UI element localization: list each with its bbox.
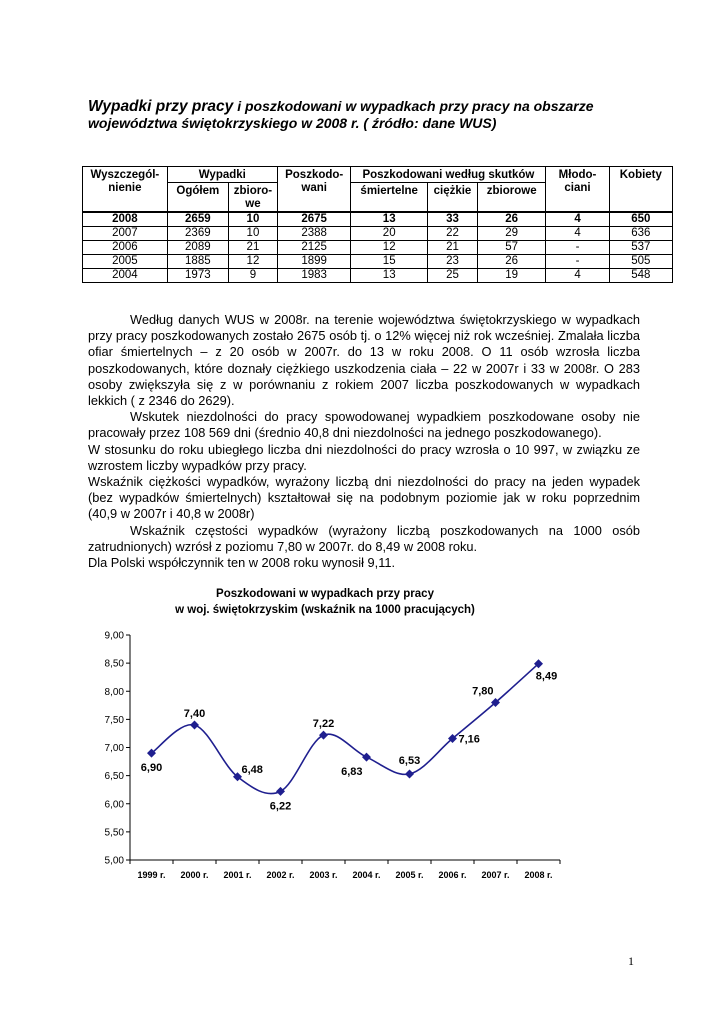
- x-tick-label: 2002 r.: [266, 870, 295, 880]
- table-cell-poszk: 2675: [277, 212, 350, 227]
- table-cell-kob: 636: [609, 227, 672, 241]
- table-cell-year: 2008: [83, 212, 168, 227]
- x-tick-label: 2004 r.: [352, 870, 381, 880]
- y-tick-label: 9,00: [104, 630, 124, 642]
- header-kobiety: Kobiety: [609, 167, 672, 213]
- header-skutki: Poszkodowani według skutków: [351, 167, 546, 183]
- table-cell-year: 2005: [83, 255, 168, 269]
- table-cell-zbior: 19: [477, 269, 545, 283]
- data-point: [405, 769, 414, 778]
- body-text: [88, 312, 640, 571]
- paragraph-3: W stosunku do roku ubiegłego liczba dni niezdolności do pracy wzrosła o 10 997, w związku ze wzrostem liczby wypadków przy pracy.: [88, 441, 640, 473]
- data-label: 7,16: [458, 733, 480, 746]
- table-row: [83, 255, 673, 269]
- table-cell-ciezkie: 33: [427, 212, 477, 227]
- y-tick-label: 7,00: [104, 743, 124, 754]
- table-cell-ogolem: 1973: [167, 269, 228, 283]
- paragraph-6: Dla Polski współczynnik ten w 2008 roku wynosił 9,11.: [88, 555, 396, 571]
- table-cell-zbiorowe: 21: [228, 241, 277, 255]
- table-cell-kob: 537: [609, 241, 672, 255]
- table-cell-zbiorowe: 10: [228, 227, 277, 241]
- table-row: [83, 241, 673, 255]
- header-mlodociani: Młodo-ciani: [546, 167, 609, 213]
- data-point: [190, 721, 199, 730]
- x-tick-label: 2006 r.: [438, 870, 467, 880]
- chart-title: Poszkodowani w wypadkach przy pracy: [216, 588, 434, 600]
- data-label: 6,53: [398, 754, 421, 767]
- y-tick-label: 5,50: [104, 827, 124, 839]
- data-label: 6,90: [140, 762, 163, 775]
- x-tick-label: 2003 r.: [309, 870, 338, 880]
- table-cell-zbior: 57: [477, 241, 545, 255]
- table-cell-ciezkie: 25: [427, 269, 477, 283]
- table-cell-zbiorowe: 10: [228, 212, 277, 227]
- table-cell-mlod: -: [546, 255, 609, 269]
- table-cell-mlod: 4: [546, 212, 609, 227]
- chart-subtitle: w woj. świętokrzyskim (wskaźnik na 1000 pracujących): [175, 604, 475, 616]
- table-row: [83, 227, 673, 241]
- table-cell-year: 2004: [83, 269, 168, 283]
- x-tick-label: 2001 r.: [223, 870, 252, 880]
- y-tick-label: 5,00: [104, 855, 124, 867]
- title-rest: i poszkodowani w wypadkach przy pracy na obszarze: [233, 98, 594, 114]
- data-label: 6,22: [269, 800, 292, 813]
- paragraph-2: Wskutek niezdolności do pracy spowodowanej wypadkiem poszkodowane osoby nie pracowały przez 108 569 dni (średnio 40,8 dni niezdolności na jednego poszkodowanego).: [88, 409, 640, 441]
- header-poszkodowani: Poszkodo-wani: [277, 167, 350, 213]
- table-header-row: [83, 167, 673, 183]
- header-wyszczegolnienie: Wyszczegól-nienie: [83, 167, 168, 213]
- page-number: 1: [628, 954, 634, 968]
- table-cell-zbior: 29: [477, 227, 545, 241]
- data-label: 7,80: [472, 685, 494, 698]
- header-ogolem: Ogółem: [167, 183, 228, 213]
- y-tick-label: 6,00: [104, 799, 124, 811]
- table-cell-poszk: 1899: [277, 255, 350, 269]
- header-zbiorowe-skutki: zbiorowe: [477, 183, 545, 213]
- table-row: [83, 212, 673, 227]
- table-row: [83, 269, 673, 283]
- data-label: 6,83: [341, 766, 363, 779]
- header-ciezkie: ciężkie: [427, 183, 477, 213]
- table-cell-ogolem: 2089: [167, 241, 228, 255]
- accidents-table: [82, 166, 673, 283]
- table-cell-ogolem: 2369: [167, 227, 228, 241]
- table-cell-zbiorowe: 12: [228, 255, 277, 269]
- table-cell-poszk: 1983: [277, 269, 350, 283]
- paragraph-4: Wskaźnik ciężkości wypadków, wyrażony liczbą dni niezdolności do pracy na jeden wypadek (bez wypadków śmiertelnych) kształtował się na podobnym poziomie jak w roku poprzednim (40,9 w 2007r i 40,8 w 2008r): [88, 474, 640, 522]
- header-wypadki: Wypadki: [167, 167, 277, 183]
- table-cell-smiert: 12: [351, 241, 428, 255]
- data-label: 8,49: [535, 670, 558, 683]
- table-cell-kob: 650: [609, 212, 672, 227]
- table-cell-mlod: 4: [546, 227, 609, 241]
- data-label: 7,40: [183, 708, 206, 720]
- table-body: [83, 212, 673, 283]
- paragraph-1: Według danych WUS w 2008r. na terenie województwa świętokrzyskiego w wypadkach przy pracy poszkodowanych zostało 2675 osób tj. o 12% więcej niż rok wcześniej. Zmalała liczba ofiar śmiertelnych – z 20 osób w 2007r. do 13 w roku 2008. O 11 osób wzrosła liczba poszkodowanych, które doznały ciężkiego uszkodzenia ciała – 22 w 2007r i 33 w 2008r. O 283 osoby zwiększyła się z w porównaniu z rokiem 2007 liczba poszkodowanych w wypadkach lekkich ( z 2346 do 2629).: [88, 312, 640, 409]
- header-smiertelne: śmiertelne: [351, 183, 428, 213]
- x-tick-label: 2000 r.: [180, 870, 209, 880]
- y-tick-label: 6,50: [104, 771, 124, 783]
- y-tick-label: 7,50: [104, 714, 124, 726]
- table-cell-smiert: 15: [351, 255, 428, 269]
- x-tick-label: 1999 r.: [137, 870, 166, 880]
- table-cell-kob: 505: [609, 255, 672, 269]
- title-main: Wypadki przy pracy: [88, 98, 234, 115]
- table-cell-year: 2006: [83, 241, 168, 255]
- table-cell-poszk: 2125: [277, 241, 350, 255]
- title-line2: województwa świętokrzyskiego w 2008 r. ( źródło: dane WUS): [88, 115, 497, 131]
- table-cell-zbior: 26: [477, 255, 545, 269]
- table-cell-smiert: 13: [351, 212, 428, 227]
- table-cell-poszk: 2388: [277, 227, 350, 241]
- data-point: [362, 753, 371, 762]
- table-cell-zbior: 26: [477, 212, 545, 227]
- x-tick-label: 2005 r.: [395, 870, 424, 880]
- table-cell-mlod: -: [546, 241, 609, 255]
- x-tick-label: 2008 r.: [524, 870, 553, 880]
- header-zbiorowe: zbioro-we: [228, 183, 277, 213]
- table-cell-zbiorowe: 9: [228, 269, 277, 283]
- table-cell-mlod: 4: [546, 269, 609, 283]
- data-point: [319, 731, 328, 740]
- table-cell-ogolem: 2659: [167, 212, 228, 227]
- table-cell-ciezkie: 21: [427, 241, 477, 255]
- paragraph-5: Wskaźnik częstości wypadków (wyrażony liczbą poszkodowanych na 1000 osób zatrudnionych) wzrósł z poziomu 7,80 w 2007r. do 8,49 w 2008 roku.: [88, 522, 640, 554]
- table-cell-ogolem: 1885: [167, 255, 228, 269]
- x-tick-label: 2007 r.: [481, 870, 510, 880]
- document-title: [88, 98, 648, 132]
- table-cell-ciezkie: 23: [427, 255, 477, 269]
- table-cell-smiert: 13: [351, 269, 428, 283]
- table-cell-smiert: 20: [351, 227, 428, 241]
- line-chart: [95, 625, 575, 890]
- data-label: 7,22: [312, 718, 335, 731]
- table-cell-kob: 548: [609, 269, 672, 283]
- table-cell-ciezkie: 22: [427, 227, 477, 241]
- data-label: 6,48: [241, 763, 263, 776]
- y-tick-label: 8,50: [104, 658, 124, 670]
- table-cell-year: 2007: [83, 227, 168, 241]
- y-tick-label: 8,00: [104, 686, 124, 698]
